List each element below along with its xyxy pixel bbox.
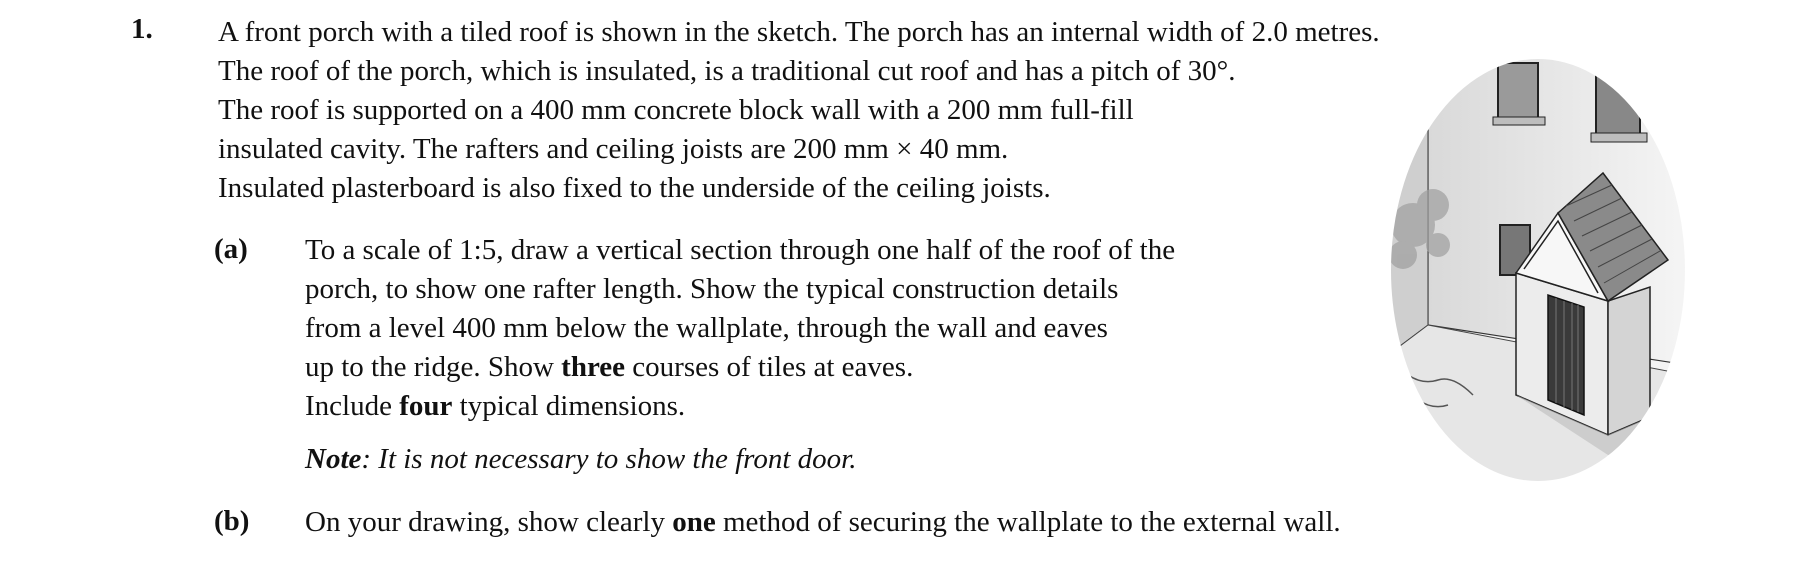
- intro-line-3: The roof is supported on a 400 mm concrete block wall with a 200 mm full-fill: [218, 94, 1134, 126]
- note-text: : It is not necessary to show the front door.: [361, 443, 857, 475]
- porch-sketch-icon: [1388, 55, 1688, 485]
- part-a-line-1: To a scale of 1:5, draw a vertical section through one half of the roof of the: [305, 234, 1176, 266]
- part-b-text-end: method of securing the wallplate to the external wall.: [715, 506, 1341, 538]
- part-b-line: [305, 503, 1341, 542]
- question-number: 1.: [131, 13, 153, 45]
- part-a-line-5-emphasis: four: [399, 390, 453, 422]
- part-a-line-5-text: Include: [305, 390, 400, 422]
- part-a-line-4: [305, 348, 913, 387]
- part-b-label: (b): [214, 505, 250, 537]
- part-a-line-4-text-end: courses of tiles at eaves.: [625, 351, 914, 383]
- part-a-line-4-text: up to the ridge. Show: [305, 351, 562, 383]
- part-a-line-3: from a level 400 mm below the wallplate, through the wall and eaves: [305, 312, 1108, 344]
- part-b-emphasis: one: [672, 506, 716, 538]
- part-a-label: (a): [214, 233, 248, 265]
- intro-line-1: A front porch with a tiled roof is shown in the sketch. The porch has an internal width of 2.0 metres.: [218, 16, 1380, 48]
- part-a-line-5-text-end: typical dimensions.: [452, 390, 686, 422]
- intro-line-5: Insulated plasterboard is also fixed to the underside of the ceiling joists.: [218, 172, 1051, 204]
- intro-line-2: The roof of the porch, which is insulated, is a traditional cut roof and has a pitch of 30°.: [218, 55, 1236, 87]
- part-a-note: [305, 443, 857, 476]
- part-b-text: On your drawing, show clearly: [305, 506, 673, 538]
- part-a-line-4-emphasis: three: [561, 351, 626, 383]
- note-label: Note: [305, 443, 362, 475]
- part-a-line-5: [305, 387, 685, 426]
- part-a-line-2: porch, to show one rafter length. Show the typical construction details: [305, 273, 1119, 305]
- intro-line-4: insulated cavity. The rafters and ceiling joists are 200 mm × 40 mm.: [218, 133, 1009, 165]
